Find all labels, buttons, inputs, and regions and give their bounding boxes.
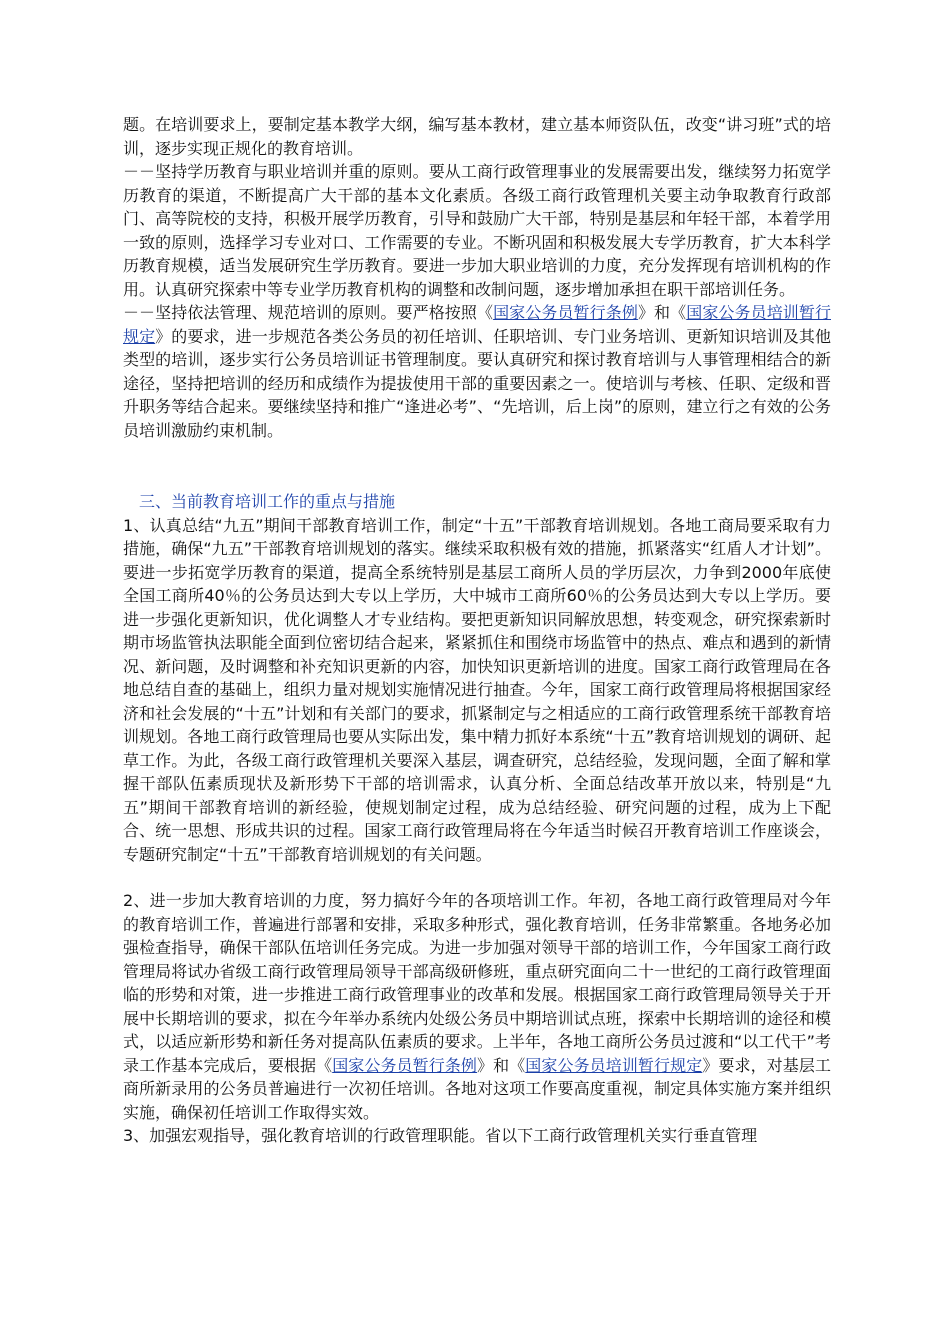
paragraph-item-1: 1、认真总结“九五”期间干部教育培训工作，制定“十五”干部教育培训规划。各地工商局要采取有力措施，确保“九五”干部教育培训规划的落实。继续采取积极有效的措施，抓紧落实“红盾人才计划”。要进一步拓宽学历教育的渠道，提高全系统特别是基层工商所人员的学历层次，力争到2000年底使全国工商所40％的公务员达到大专以上学历，大中城市工商所60％的公务员达到大专以上学历。要进一步强化更新知识，优化调整人才专业结构。要把更新知识同解放思想，转变观念，研究探索新时期市场监管执法职能全面到位密切结合起来，紧紧抓住和围绕市场监管中的热点、难点和遇到的新情况、新问题，及时调整和补充知识更新的内容，加快知识更新培训的进度。国家工商行政管理局在各地总结自查的基础上，组织力量对规划实施情况进行抽查。今年，国家工商行政管理局将根据国家经济和社会发展的“十五”计划和有关部门的要求，抓紧制定与之相适应的工商行政管理系统干部教育培训规划。各地工商行政管理局也要从实际出发，集中精力抓好本系统“十五”教育培训规划的调研、起草工作。为此，各级工商行政管理机关要深入基层，调查研究，总结经验，发现问题，全面了解和掌握干部队伍素质现状及新形势下干部的培训需求，认真分析、全面总结改革开放以来，特别是“九五”期间干部教育培训的新经验，使规划制定过程，成为总结经验、研究问题的过程，成为上下配合、统一思想、形成共识的过程。国家工商行政管理局将在今年适当时候召开教育培训工作座谈会，专题研究制定“十五”干部教育培训规划的有关问题。 [123,515,831,864]
paragraph-text: 》要求，对基层工商所新录用的公务员普遍进行一次初任培训。各地对这项工作要高度重视，制定具体实施方案并组织实施，确保初任培训工作取得实效。 [123,1055,831,1122]
spacer [123,866,831,889]
link-civil-servant-training-rules[interactable]: 国家公务员培训暂行规定 [123,303,831,346]
paragraph-legal-management-principle [123,301,831,442]
paragraph-text: 》和《 [637,303,687,322]
section-heading-text: 三、当前教育培训工作的重点与措施 [139,492,396,511]
link-civil-servant-regulations[interactable]: 国家公务员暂行条例 [493,303,638,322]
section-heading [123,490,831,514]
paragraph-item-2 [123,889,831,1124]
paragraph-text: 》和《 [477,1055,526,1075]
paragraph-item-3: 3、加强宏观指导，强化教育培训的行政管理职能。省以下工商行政管理机关实行垂直管理 [123,1126,758,1145]
paragraph-text: －－坚持依法管理、规范培训的原则。要严格按照《 [123,303,494,322]
paragraph-text: 2、进一步加大教育培训的力度，努力搞好今年的各项培训工作。年初，各地工商行政管理局对今年的教育培训工作，普遍进行部署和安排，采取多种形式，强化教育培训，任务非常繁重。各地务必加强检查指导，确保干部队伍培训任务完成。为进一步加强对领导干部的培训工作，今年国家工商行政管理局将试办省级工商行政管理局领导干部高级研修班，重点研究面向二十一世纪的工商行政管理面临的形势和对策，进一步推进工商行政管理事业的改革和发展。根据国家工商行政管理局领导关于开展中长期培训的要求，拟在今年举办系统内处级公务员中期培训试点班，探索中长期培训的途径和模式，以适应新形势和新任务对提高队伍素质的要求。上半年，各地工商所公务员过渡和“以工代干”考录工作基本完成后，要根据《 [123,891,831,1075]
link-civil-servant-regulations[interactable]: 国家公务员暂行条例 [332,1055,478,1075]
link-civil-servant-training-rules[interactable]: 国家公务员培训暂行规定 [525,1055,703,1075]
document-body [123,113,831,1148]
paragraph-education-principle: －－坚持学历教育与职业培训并重的原则。要从工商行政管理事业的发展需要出发，继续努力拓宽学历教育的渠道，不断提高广大干部的基本文化素质。各级工商行政管理机关要主动争取教育行政部门、高等院校的支持，积极开展学历教育，引导和鼓励广大干部，特别是基层和年轻干部，本着学用一致的原则，选择学习专业对口、工作需要的专业。不断巩固和积极发展大专学历教育，扩大本科学历教育规模，适当发展研究生学历教育。要进一步加大职业培训的力度，充分发挥现有培训机构的作用。认真研究探索中等专业学历教育机构的调整和改制问题，逐步增加承担在职干部培训任务。 [123,162,831,299]
spacer [123,442,831,490]
paragraph-text: 》的要求，进一步规范各类公务员的初任培训、任职培训、专门业务培训、更新知识培训及其他类型的培训，逐步实行公务员培训证书管理制度。要认真研究和探讨教育培训与人事管理相结合的新途径，坚持把培训的经历和成绩作为提拔使用干部的重要因素之一。使培训与考核、任职、定级和晋升职务等结合起来。要继续坚持和推广“逢进必考”、“先培训，后上岗”的原则，建立行之有效的公务员培训激励约束机制。 [123,326,831,440]
paragraph-training-requirements: 题。在培训要求上，要制定基本教学大纲，编写基本教材，建立基本师资队伍，改变“讲习班”式的培训，逐步实现正规化的教育培训。 [123,115,831,158]
